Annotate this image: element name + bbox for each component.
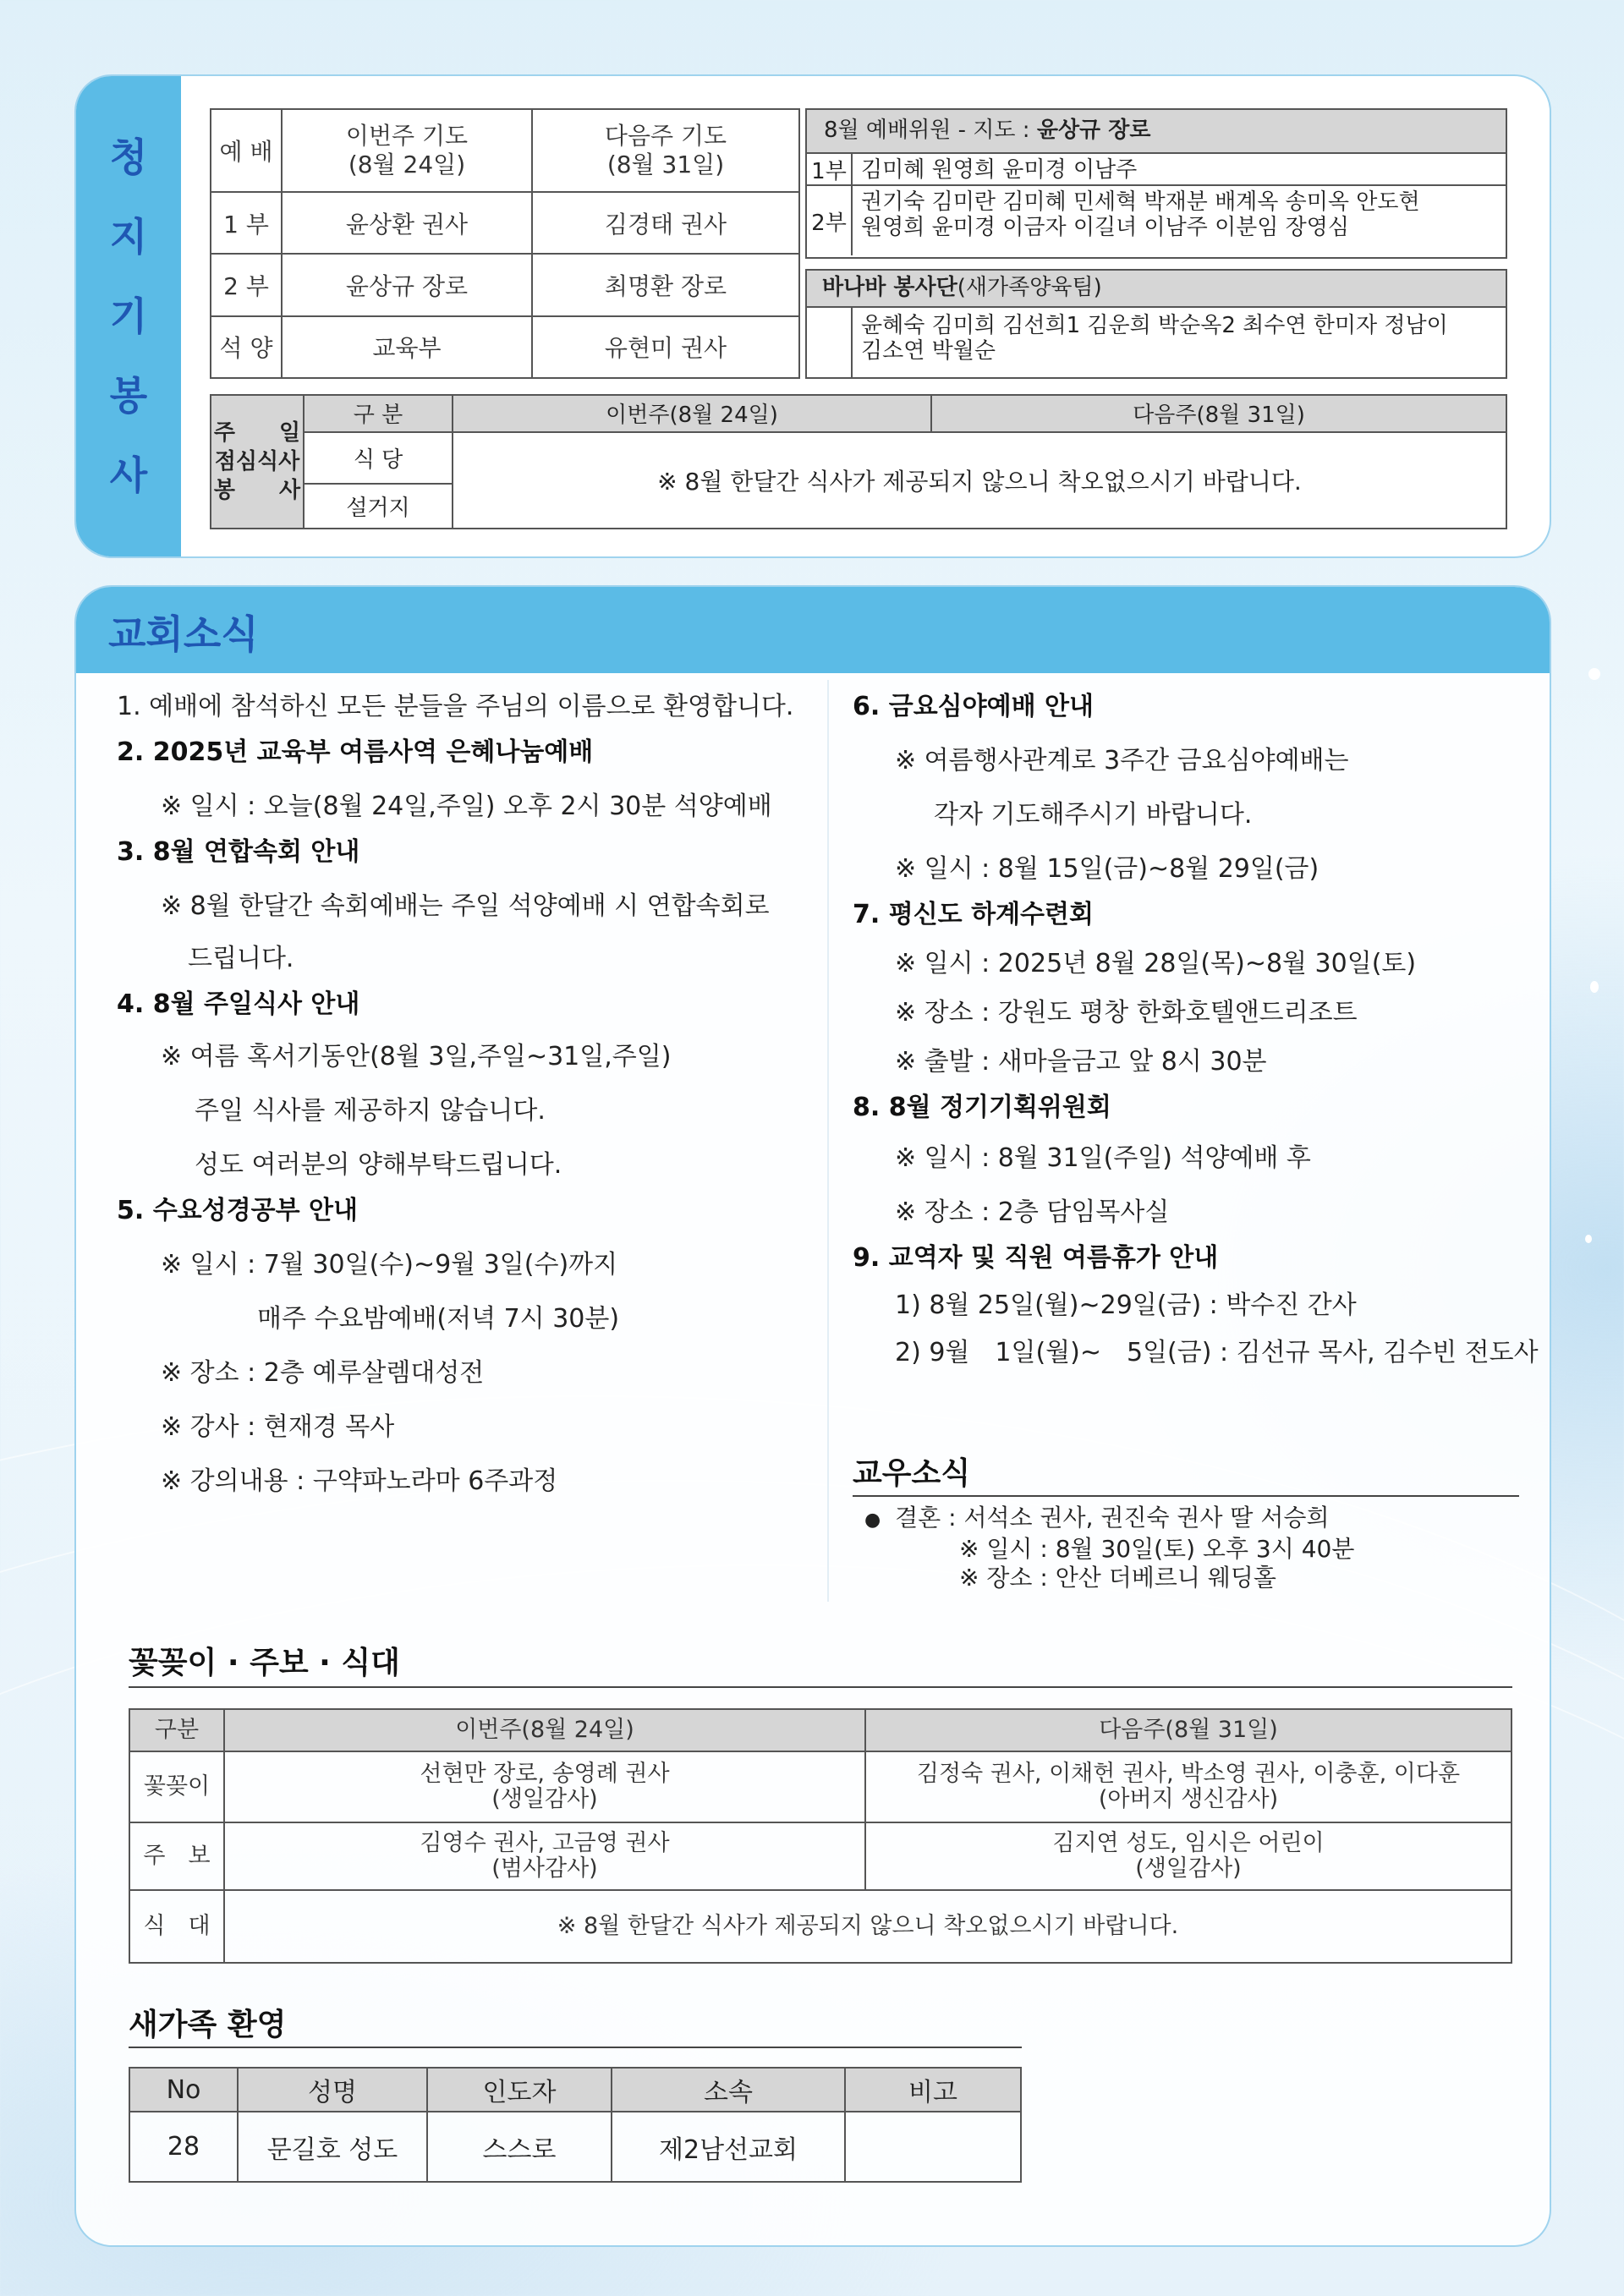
church-news-title: 교회소식 bbox=[108, 611, 259, 657]
member-news-line: ※ 일시 : 8월 30일(토) 오후 3시 40분 bbox=[959, 1535, 1355, 1563]
lunch-label-line: 봉 사 bbox=[213, 478, 301, 503]
table-cell: 제2남선교회 bbox=[612, 2112, 845, 2182]
table-cell: 꽃꽂이 bbox=[129, 1751, 224, 1822]
table-header: 인도자 bbox=[427, 2068, 612, 2112]
news-item: 1. 예배에 참석하신 모든 분들을 주님의 이름으로 환영합니다. bbox=[117, 692, 794, 721]
table-row bbox=[129, 1822, 1512, 1890]
table-header: 예 배 bbox=[211, 109, 282, 192]
news-item: ※ 여름행사관계로 3주간 금요심야예배는 bbox=[895, 746, 1349, 775]
table-cell: 설거지 bbox=[304, 484, 453, 529]
table-cell: 최명환 장로 bbox=[532, 254, 799, 315]
table-header: 구 분 bbox=[304, 395, 453, 432]
side-title-char: 봉 bbox=[109, 373, 148, 419]
table-cell: 김정숙 권사, 이채헌 권사, 박소영 권사, 이충훈, 이다훈 (아버지 생신감사) bbox=[865, 1751, 1512, 1822]
newcomer-section-rule bbox=[129, 2047, 1022, 2048]
barnabas-box bbox=[805, 269, 1507, 379]
newcomer-section-title: 새가족 환영 bbox=[129, 2008, 287, 2042]
committee-leader: 윤상규 장로 bbox=[1036, 118, 1151, 143]
table-header: 성명 bbox=[238, 2068, 427, 2112]
church-news-panel bbox=[74, 585, 1551, 2247]
side-title-char: 청 bbox=[109, 134, 148, 180]
news-item: ※ 강의내용 : 구약파노라마 6주과정 bbox=[161, 1466, 558, 1496]
bullet-icon: ● bbox=[864, 1510, 881, 1531]
news-item-title: 3. 8월 연합속회 안내 bbox=[117, 837, 360, 867]
news-item: ※ 일시 : 7월 30일(수)~9월 3일(수)까지 bbox=[161, 1250, 618, 1280]
column-divider bbox=[827, 680, 829, 1602]
news-item: ※ 장소 : 강원도 평창 한화호텔앤드리조트 bbox=[895, 998, 1358, 1027]
news-item: 2) 9월 1일(월)~ 5일(금) : 김선규 목사, 김수빈 전도사 bbox=[895, 1338, 1539, 1367]
barnabas-title bbox=[807, 271, 1506, 308]
table-cell: 식 당 bbox=[304, 432, 453, 484]
news-item-title: 8. 8월 정기기획위원회 bbox=[853, 1093, 1111, 1122]
barnabas-title-main: 바나바 봉사단 bbox=[822, 275, 957, 300]
member-news-body bbox=[864, 1504, 1354, 1592]
table-header: 다음주(8월 31일) bbox=[865, 1709, 1512, 1751]
committee-row-num: 1부 bbox=[807, 154, 853, 184]
news-item: ※ 장소 : 2층 예루살렘대성전 bbox=[161, 1358, 485, 1388]
table-row bbox=[129, 1751, 1512, 1822]
barnabas-title-sub: (새가족양육팀) bbox=[957, 275, 1102, 300]
committee-row bbox=[807, 186, 1506, 255]
table-cell: 윤상환 권사 bbox=[282, 192, 532, 254]
service-panel bbox=[74, 74, 1551, 558]
table-cell: 주 보 bbox=[129, 1822, 224, 1890]
news-item: ※ 강사 : 현재경 목사 bbox=[161, 1412, 395, 1442]
table-cell: 2 부 bbox=[211, 254, 282, 315]
table-row bbox=[211, 192, 799, 254]
table-cell: 문길호 성도 bbox=[238, 2112, 427, 2182]
table-cell: 28 bbox=[129, 2112, 238, 2182]
decorative-dot bbox=[1590, 981, 1599, 993]
news-item: ※ 일시 : 8월 15일(금)~8월 29일(금) bbox=[895, 854, 1320, 884]
member-news-line: 결혼 : 서석소 권사, 권진숙 권사 딸 서승희 bbox=[895, 1504, 1330, 1532]
news-item-title: 9. 교역자 및 직원 여름휴가 안내 bbox=[853, 1243, 1219, 1273]
table-header: 이번주(8월 24일) bbox=[224, 1709, 865, 1751]
lunch-service-table bbox=[210, 394, 1507, 529]
news-item-title: 6. 금요심야예배 안내 bbox=[853, 692, 1094, 721]
newcomer-table bbox=[129, 2067, 1022, 2183]
table-cell: 김영수 권사, 고금영 권사 (범사감사) bbox=[224, 1822, 865, 1890]
news-item: ※ 일시 : 오늘(8월 24일,주일) 오후 2시 30분 석양예배 bbox=[161, 792, 772, 821]
committee-row bbox=[807, 154, 1506, 186]
table-cell: 김경태 권사 bbox=[532, 192, 799, 254]
news-item: 각자 기도해주시기 바랍니다. bbox=[934, 800, 1253, 830]
table-cell: 유현미 권사 bbox=[532, 316, 799, 378]
news-item-title: 5. 수요성경공부 안내 bbox=[117, 1196, 358, 1225]
lunch-label-line: 점심식사 bbox=[214, 449, 300, 474]
flower-table bbox=[129, 1708, 1512, 1964]
news-item: ※ 8월 한달간 속회예배는 주일 석양예배 시 연합속회로 bbox=[161, 891, 770, 921]
table-cell: 김지연 성도, 임시은 어린이 (생일감사) bbox=[865, 1822, 1512, 1890]
barnabas-names: 윤혜숙 김미희 김선희1 김운희 박순옥2 최수연 한미자 정남이 김소연 박월순 bbox=[861, 313, 1448, 364]
barnabas-blank-cell bbox=[807, 308, 853, 377]
service-side-title bbox=[76, 76, 181, 556]
news-item-title: 2. 2025년 교육부 여름사역 은혜나눔예배 bbox=[117, 737, 594, 767]
table-row bbox=[129, 1890, 1512, 1963]
member-news-line: ※ 장소 : 안산 더베르니 웨딩홀 bbox=[959, 1564, 1276, 1592]
table-header: 소속 bbox=[612, 2068, 845, 2112]
table-row bbox=[211, 316, 799, 378]
committee-row-names: 김미혜 원영희 윤미경 이남주 bbox=[861, 157, 1138, 183]
news-item-title: 4. 8월 주일식사 안내 bbox=[117, 989, 360, 1019]
table-cell bbox=[845, 2112, 1021, 2182]
lunch-notice: ※ 8월 한달간 식사가 제공되지 않으니 착오없으시기 바랍니다. bbox=[453, 432, 1506, 529]
member-news-title: 교우소식 bbox=[853, 1456, 971, 1491]
news-item: 매주 수요밤예배(저녁 7시 30분) bbox=[257, 1304, 620, 1334]
side-title-char: 기 bbox=[109, 293, 148, 339]
news-item: ※ 여름 혹서기동안(8월 3일,주일~31일,주일) bbox=[161, 1042, 672, 1071]
table-cell: 석 양 bbox=[211, 316, 282, 378]
committee-title-prefix: 8월 예배위원 - 지도 : bbox=[824, 118, 1037, 143]
member-news-rule bbox=[853, 1495, 1519, 1497]
table-header: 이번주(8월 24일) bbox=[453, 395, 931, 432]
side-title-char: 사 bbox=[109, 452, 148, 498]
table-cell: 1 부 bbox=[211, 192, 282, 254]
table-row bbox=[211, 432, 1506, 484]
news-item: ※ 일시 : 2025년 8월 28일(목)~8월 30일(토) bbox=[895, 949, 1417, 978]
table-cell: 선현만 장로, 송영례 권사 (생일감사) bbox=[224, 1751, 865, 1822]
news-item: ※ 일시 : 8월 31일(주일) 석양예배 후 bbox=[895, 1143, 1311, 1173]
news-left-column bbox=[117, 587, 878, 1602]
decorative-dot bbox=[1588, 668, 1600, 680]
worship-committee-box bbox=[805, 108, 1507, 259]
flower-section-title: 꽃꽂이 · 주보 · 식대 bbox=[129, 1646, 400, 1680]
table-header: 다음주 기도 (8월 31일) bbox=[532, 109, 799, 192]
decorative-dot bbox=[1585, 1235, 1592, 1243]
lunch-label-line: 주 일 bbox=[213, 420, 301, 446]
table-row bbox=[211, 254, 799, 315]
news-item: 1) 8월 25일(월)~29일(금) : 박수진 간사 bbox=[895, 1290, 1357, 1320]
committee-row-num: 2부 bbox=[807, 186, 853, 255]
news-item: ※ 장소 : 2층 담임목사실 bbox=[895, 1197, 1170, 1227]
table-row bbox=[129, 2112, 1021, 2182]
worship-committee-title bbox=[807, 110, 1506, 154]
news-item-title: 7. 평신도 하계수련회 bbox=[853, 900, 1094, 929]
table-header: 다음주(8월 31일) bbox=[931, 395, 1506, 432]
news-item: 성도 여러분의 양해부탁드립니다. bbox=[195, 1150, 562, 1180]
table-header: 비고 bbox=[845, 2068, 1021, 2112]
table-header: 구분 bbox=[129, 1709, 224, 1751]
table-cell: 스스로 bbox=[427, 2112, 612, 2182]
table-cell: 교육부 bbox=[282, 316, 532, 378]
prayer-table bbox=[210, 108, 800, 379]
meal-notice: ※ 8월 한달간 식사가 제공되지 않으니 착오없으시기 바랍니다. bbox=[224, 1890, 1512, 1963]
news-item: ※ 출발 : 새마을금고 앞 8시 30분 bbox=[895, 1047, 1267, 1077]
table-header: No bbox=[129, 2068, 238, 2112]
news-item: 주일 식사를 제공하지 않습니다. bbox=[195, 1096, 546, 1126]
committee-row-names: 권기숙 김미란 김미혜 민세혁 박재분 배계옥 송미옥 안도현 원영희 윤미경 이금자 이길녀 이남주 이분임 장영심 bbox=[861, 189, 1420, 240]
flower-section-rule bbox=[129, 1686, 1512, 1688]
news-item: 드립니다. bbox=[188, 944, 294, 973]
side-title-char: 지 bbox=[109, 214, 148, 260]
lunch-left-label bbox=[211, 395, 304, 529]
table-header: 이번주 기도 (8월 24일) bbox=[282, 109, 532, 192]
table-cell: 윤상규 장로 bbox=[282, 254, 532, 315]
table-cell: 식 대 bbox=[129, 1890, 224, 1963]
